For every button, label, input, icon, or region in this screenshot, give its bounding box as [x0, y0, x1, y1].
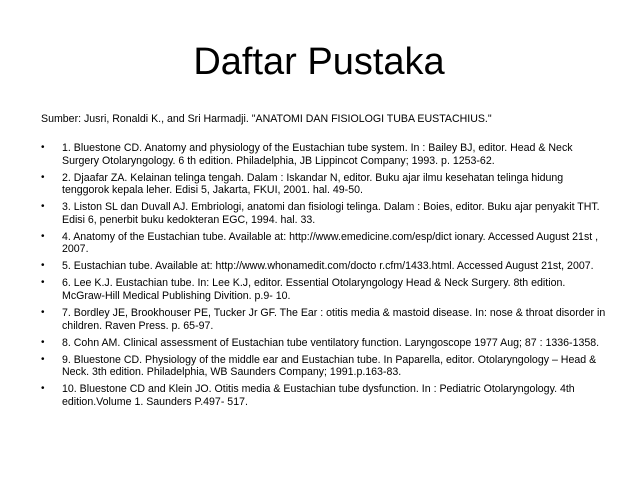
reference-text: 5. Eustachian tube. Available at: http://www.whonamedit.com/docto r.cfm/1433.html. Accessed August 21st, 2007. [62, 260, 594, 273]
reference-text: 6. Lee K.J. Eustachian tube. In: Lee K.J, editor. Essential Otolaryngology Head & Neck Surgery. 8th edition. McGraw-Hill Medical Publishing Divition. p.9- 10. [62, 277, 566, 302]
reference-text: 9. Bluestone CD. Physiology of the middle ear and Eustachian tube. In Paparella, editor. Otolaryngology – Head & Neck. 3th edition. Philadelphia, WB Saunders Company; 1991.p.163-83. [62, 353, 597, 379]
reference-list [41, 142, 606, 413]
bullet-icon: • [41, 383, 45, 395]
reference-item [41, 383, 606, 408]
reference-item [41, 277, 606, 302]
bullet-icon: • [41, 201, 45, 213]
source-citation: Sumber: Jusri, Ronaldi K., and Sri Harmadji. "ANATOMI DAN FISIOLOGI TUBA EUSTACHIUS." [41, 113, 492, 125]
reference-item [41, 172, 606, 197]
reference-item [41, 201, 606, 226]
bullet-icon: • [41, 142, 45, 153]
reference-text: 4. Anatomy of the Eustachian tube. Available at: http://www.emedicine.com/esp/dict ionary. Accessed August 21st , 2007. [62, 230, 599, 256]
bullet-icon: • [41, 260, 45, 272]
slide-title: Daftar Pustaka [193, 41, 445, 83]
reference-item [41, 337, 606, 350]
reference-text: 8. Cohn AM. Clinical assessment of Eustachian tube ventilatory function. Laryngoscope 1977 Aug; 87 : 1336-1358. [62, 336, 600, 349]
bullet-icon: • [41, 307, 45, 319]
reference-item [41, 142, 606, 167]
reference-text: 3. Liston SL dan Duvall AJ. Embriologi, anatomi dan fisiologi telinga. Dalam : Boies, editor. Buku ajar penyakit THT. Edisi 6, penerbit buku kedokteran EGC, 1994. hal. 33. [62, 201, 600, 226]
bullet-icon: • [41, 353, 45, 365]
reference-item [41, 231, 606, 256]
reference-text: 7. Bordley JE, Brookhouser PE, Tucker Jr GF. The Ear : otitis media & mastoid disease. In: nose & throat disorder in children. Raven Press. p. 65-97. [62, 307, 606, 332]
reference-text: 10. Bluestone CD and Klein JO. Otitis media & Eustachian tube dysfunction. In : Pediatric Otolaryngology. 4th edition.Volume 1. Saunders P.497- 517. [62, 383, 575, 408]
reference-item [41, 260, 606, 273]
bullet-icon: • [41, 336, 45, 348]
bullet-icon: • [41, 230, 45, 242]
bullet-icon: • [41, 277, 45, 289]
bullet-icon: • [41, 171, 45, 183]
reference-item [41, 307, 606, 332]
reference-text: 1. Bluestone CD. Anatomy and physiology of the Eustachian tube system. In : Bailey BJ, editor. Head & Neck Surgery Otolaryngology. 6 th edition. Philadelphia, JB Lippincot Company; 1993. p. 1253-62. [62, 142, 573, 167]
reference-item [41, 354, 606, 379]
reference-text: 2. Djaafar ZA. Kelainan telinga tengah. Dalam : Iskandar N, editor. Buku ajar ilmu kesehatan telinga hidung tenggorok kepala leher. Edisi 5, Jakarta, FKUI, 2001. hal. 49-50. [62, 171, 564, 197]
